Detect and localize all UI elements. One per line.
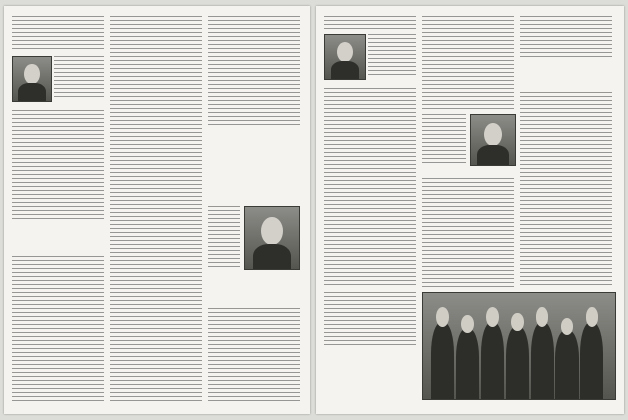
- body-text: [12, 16, 104, 52]
- portrait-photo: [244, 206, 300, 270]
- left-column-3: [208, 16, 300, 404]
- body-text: [520, 92, 612, 288]
- person-figure: [555, 331, 578, 399]
- body-text: [520, 16, 612, 58]
- portrait-photo: [12, 56, 52, 102]
- body-text: [12, 256, 104, 404]
- right-column-2: [422, 16, 514, 288]
- face: [261, 217, 283, 246]
- body-text: [208, 206, 240, 268]
- body-text: [324, 16, 416, 30]
- body-text: [54, 56, 104, 100]
- shoulders: [331, 61, 360, 80]
- person-figure: [531, 323, 554, 399]
- body-text: [422, 16, 514, 110]
- body-text: [422, 178, 514, 288]
- face: [24, 64, 39, 84]
- body-text: [324, 88, 416, 288]
- body-text: [110, 16, 202, 404]
- group-photo: [422, 292, 616, 400]
- face: [337, 42, 353, 62]
- right-column-1: [324, 16, 416, 288]
- portrait-photo: [324, 34, 366, 80]
- shoulders: [477, 145, 509, 166]
- body-text: [324, 292, 416, 346]
- class-header-1936: [208, 278, 300, 304]
- left-page: [4, 6, 310, 414]
- group-photo-caption: [324, 350, 416, 398]
- person-figure: [456, 329, 479, 399]
- body-text: [208, 16, 300, 128]
- name-list: [208, 134, 300, 200]
- body-text: [12, 110, 104, 222]
- right-column-3: [520, 16, 612, 288]
- shoulders: [253, 244, 292, 270]
- right-page: [316, 6, 624, 414]
- right-footer: [316, 400, 624, 410]
- face: [484, 123, 502, 146]
- shoulders: [18, 83, 45, 102]
- left-column-1: [12, 16, 104, 404]
- person-figure: [506, 327, 529, 399]
- body-text: [368, 34, 416, 78]
- person-figure: [481, 323, 504, 399]
- left-footer: [4, 400, 310, 410]
- class-header-1937: [520, 62, 612, 88]
- body-text: [422, 114, 466, 164]
- portrait-photo: [470, 114, 516, 166]
- class-header-1935: [12, 226, 104, 252]
- person-figure: [431, 323, 454, 399]
- person-figure: [580, 323, 603, 399]
- body-text: [208, 308, 300, 404]
- left-column-2: [110, 16, 202, 404]
